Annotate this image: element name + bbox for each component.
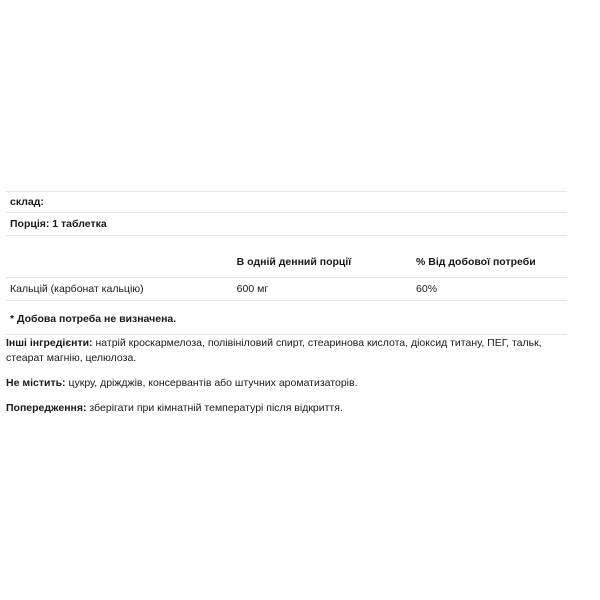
- free-from-label: Не містить:: [6, 377, 66, 389]
- footnote-row: [6, 301, 567, 335]
- other-ingredients-label: Інші інгредієнти:: [6, 337, 93, 349]
- warning: [6, 401, 570, 416]
- supplement-facts-table: [6, 191, 567, 335]
- table-row: [6, 278, 567, 301]
- nutrient-amount: 600 мг: [233, 278, 412, 301]
- header-daily-value: % Від добової потреби: [412, 236, 567, 278]
- product-notes: [6, 336, 570, 416]
- footnote: * Добова потреба не визначена.: [6, 301, 567, 335]
- other-ingredients: [6, 336, 570, 366]
- free-from-text: цукру, дріжджів, консервантів або штучних ароматизаторів.: [65, 377, 358, 389]
- composition-title-row: [6, 192, 567, 213]
- serving-size: Порція: 1 таблетка: [6, 213, 567, 236]
- table-header-row: [6, 236, 567, 278]
- nutrient-name: Кальцій (карбонат кальцію): [6, 278, 233, 301]
- header-per-serving: В одній денний порції: [233, 236, 412, 278]
- composition-title: склад:: [6, 192, 567, 213]
- free-from: [6, 376, 570, 391]
- warning-label: Попередження:: [6, 402, 87, 414]
- nutrient-daily-value: 60%: [412, 278, 567, 301]
- warning-text: зберігати при кімнатній температурі після відкриття.: [86, 402, 343, 414]
- header-name: [6, 236, 233, 278]
- serving-row: [6, 213, 567, 236]
- other-ingredients-text: натрій кроскармелоза, полівініловий спирт, стеаринова кислота, діоксид титану, ПЕГ, тальк, стеарат магнію, целюлоза.: [6, 337, 542, 364]
